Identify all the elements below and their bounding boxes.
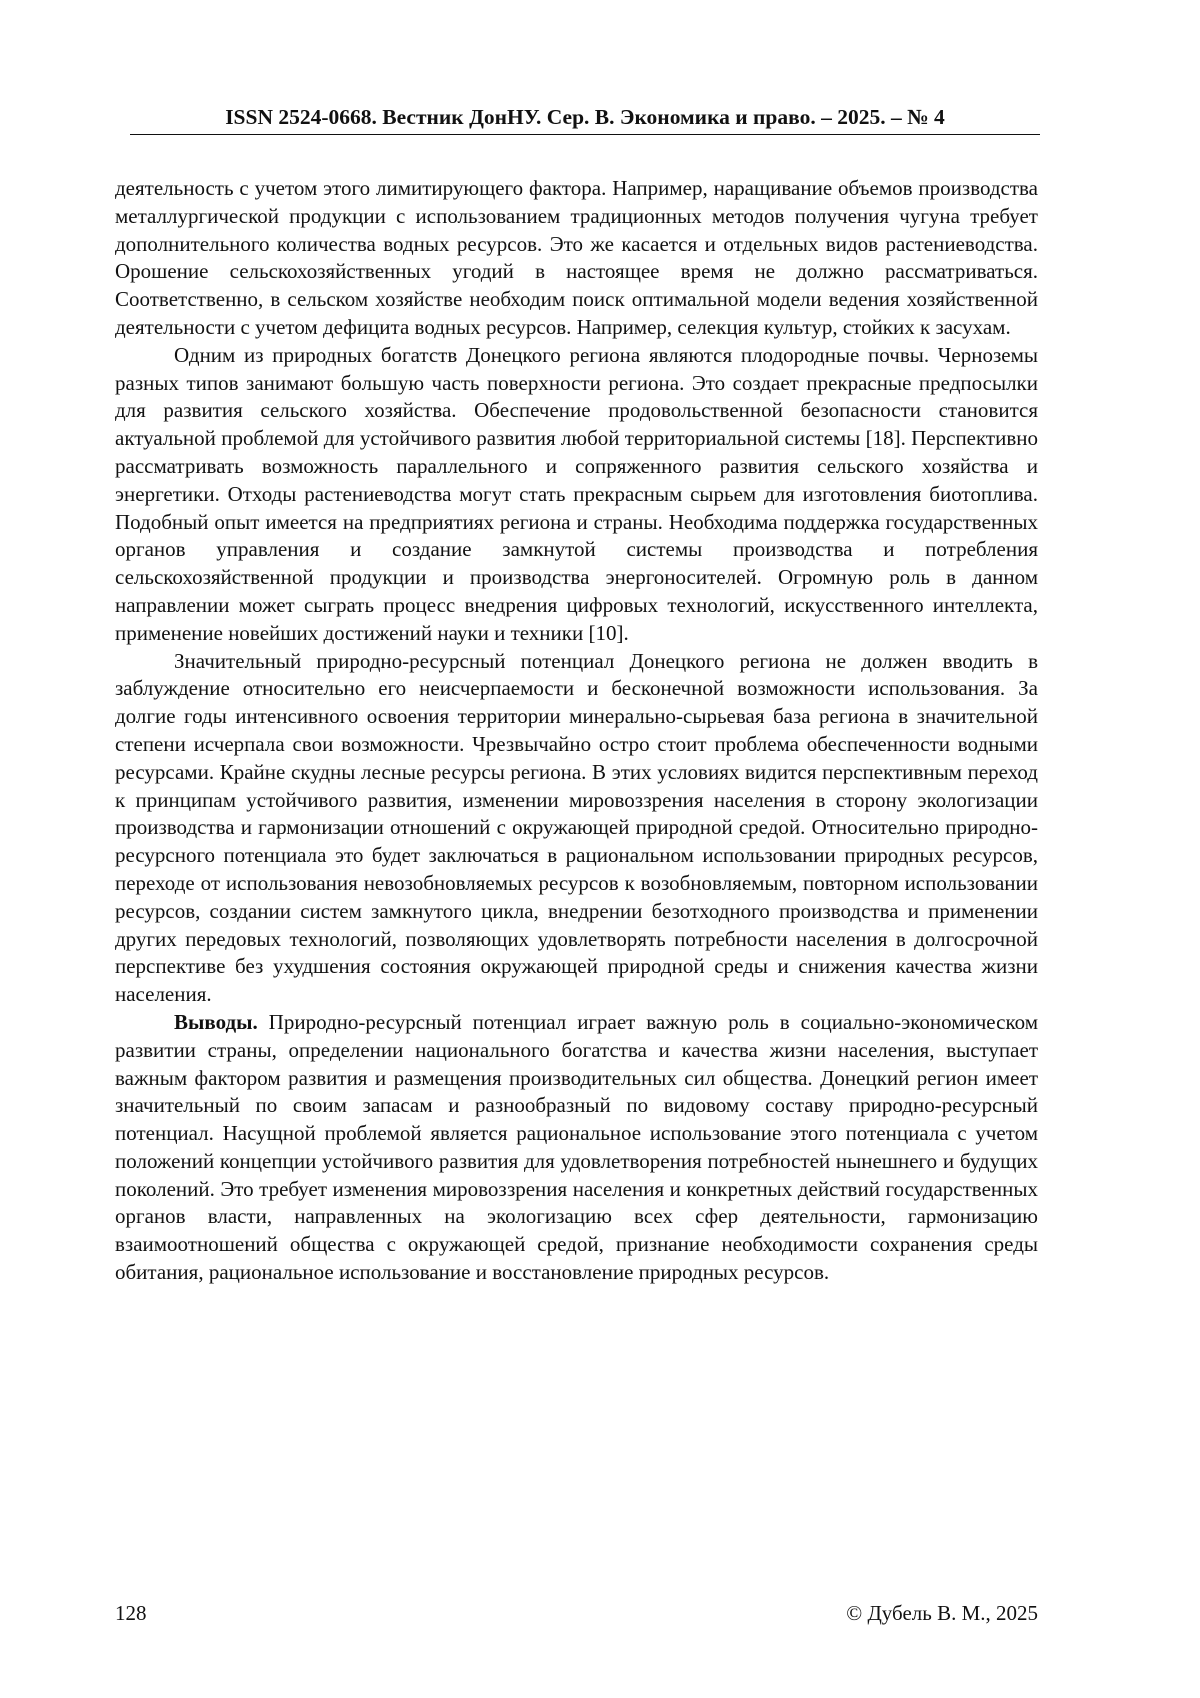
- paragraph-resource-potential: Значительный природно-ресурсный потенциал Донецкого региона не должен вводить в заблуждение относительно его неисчерпаемости и бесконечной возможности использования. За долгие годы интенсивного освоения территории минерально-сырьевая база региона в значительной степени исчерпала свои возможности. Чрезвычайно остро стоит проблема обеспеченности водными ресурсами. Крайне скудны лесные ресурсы региона. В этих условиях видится перспективным переход к принципам устойчивого развития, изменении мировоззрения населения в сторону экологизации производства и гармонизации отношений с окружающей природной средой. Относительно природно-ресурсного потенциала это будет заключаться в рациональном использовании природных ресурсов, переходе от использования невозобновляемых ресурсов к возобновляемым, повторном использовании ресурсов, создании систем замкнутого цикла, внедрении безотходного производства и применении других передовых технологий, позволяющих удовлетворять потребности населения в долгосрочной перспективе без ухудшения состояния окружающей природной среды и снижения качества жизни населения.: [115, 648, 1038, 1007]
- conclusions-heading: Выводы.: [174, 1009, 258, 1034]
- conclusions-text: Природно-ресурсный потенциал играет важную роль в социально-экономическом развитии страны, определении национального богатства и качества жизни населения, выступает важным фактором развития и размещения производительных сил общества. Донецкий регион имеет значительный по своим запасам и разнообразный по видовому составу природно-ресурсный потенциал. Насущной проблемой является рациональное использование этого потенциала с учетом положений концепции устойчивого развития для удовлетворения потребностей нынешнего и будущих поколений. Это требует изменения мировоззрения населения и конкретных действий государственных органов власти, направленных на экологизацию всех сфер деятельности, гармонизацию взаимоотношений общества с окружающей средой, признание необходимости сохранения среды обитания, рациональное использование и восстановление природных ресурсов.: [115, 1009, 1038, 1285]
- paragraph-conclusions: [115, 1009, 1038, 1287]
- paragraph-continuation: деятельность с учетом этого лимитирующего фактора. Например, наращивание объемов производства металлургической продукции с использованием традиционных методов получения чугуна требует дополнительного количества водных ресурсов. Это же касается и отдельных видов растениеводства. Орошение сельскохозяйственных угодий в настоящее время не должно рассматриваться. Соответственно, в сельском хозяйстве необходим поиск оптимальной модели ведения хозяйственной деятельности с учетом дефицита водных ресурсов. Например, селекция культур, стойких к засухам.: [115, 176, 1038, 339]
- copyright-notice: © Дубель В. М., 2025: [846, 1601, 1038, 1625]
- running-header: ISSN 2524-0668. Вестник ДонНУ. Сер. В. Экономика и право. – 2025. – № 4: [130, 104, 1040, 135]
- page-number: 128: [115, 1601, 147, 1625]
- article-body: [115, 175, 1038, 1287]
- paragraph-soils: Одним из природных богатств Донецкого региона являются плодородные почвы. Черноземы разных типов занимают большую часть поверхности региона. Это создает прекрасные предпосылки для развития сельского хозяйства. Обеспечение продовольственной безопасности становится актуальной проблемой для устойчивого развития любой территориальной системы [18]. Перспективно рассматривать возможность параллельного и сопряженного развития сельского хозяйства и энергетики. Отходы растениеводства могут стать прекрасным сырьем для изготовления биотоплива. Подобный опыт имеется на предприятиях региона и страны. Необходима поддержка государственных органов управления и создание замкнутой системы производства и потребления сельскохозяйственной продукции и производства энергоносителей. Огромную роль в данном направлении может сыграть процесс внедрения цифровых технологий, искусственного интеллекта, применение новейших достижений науки и техники [10].: [115, 342, 1038, 645]
